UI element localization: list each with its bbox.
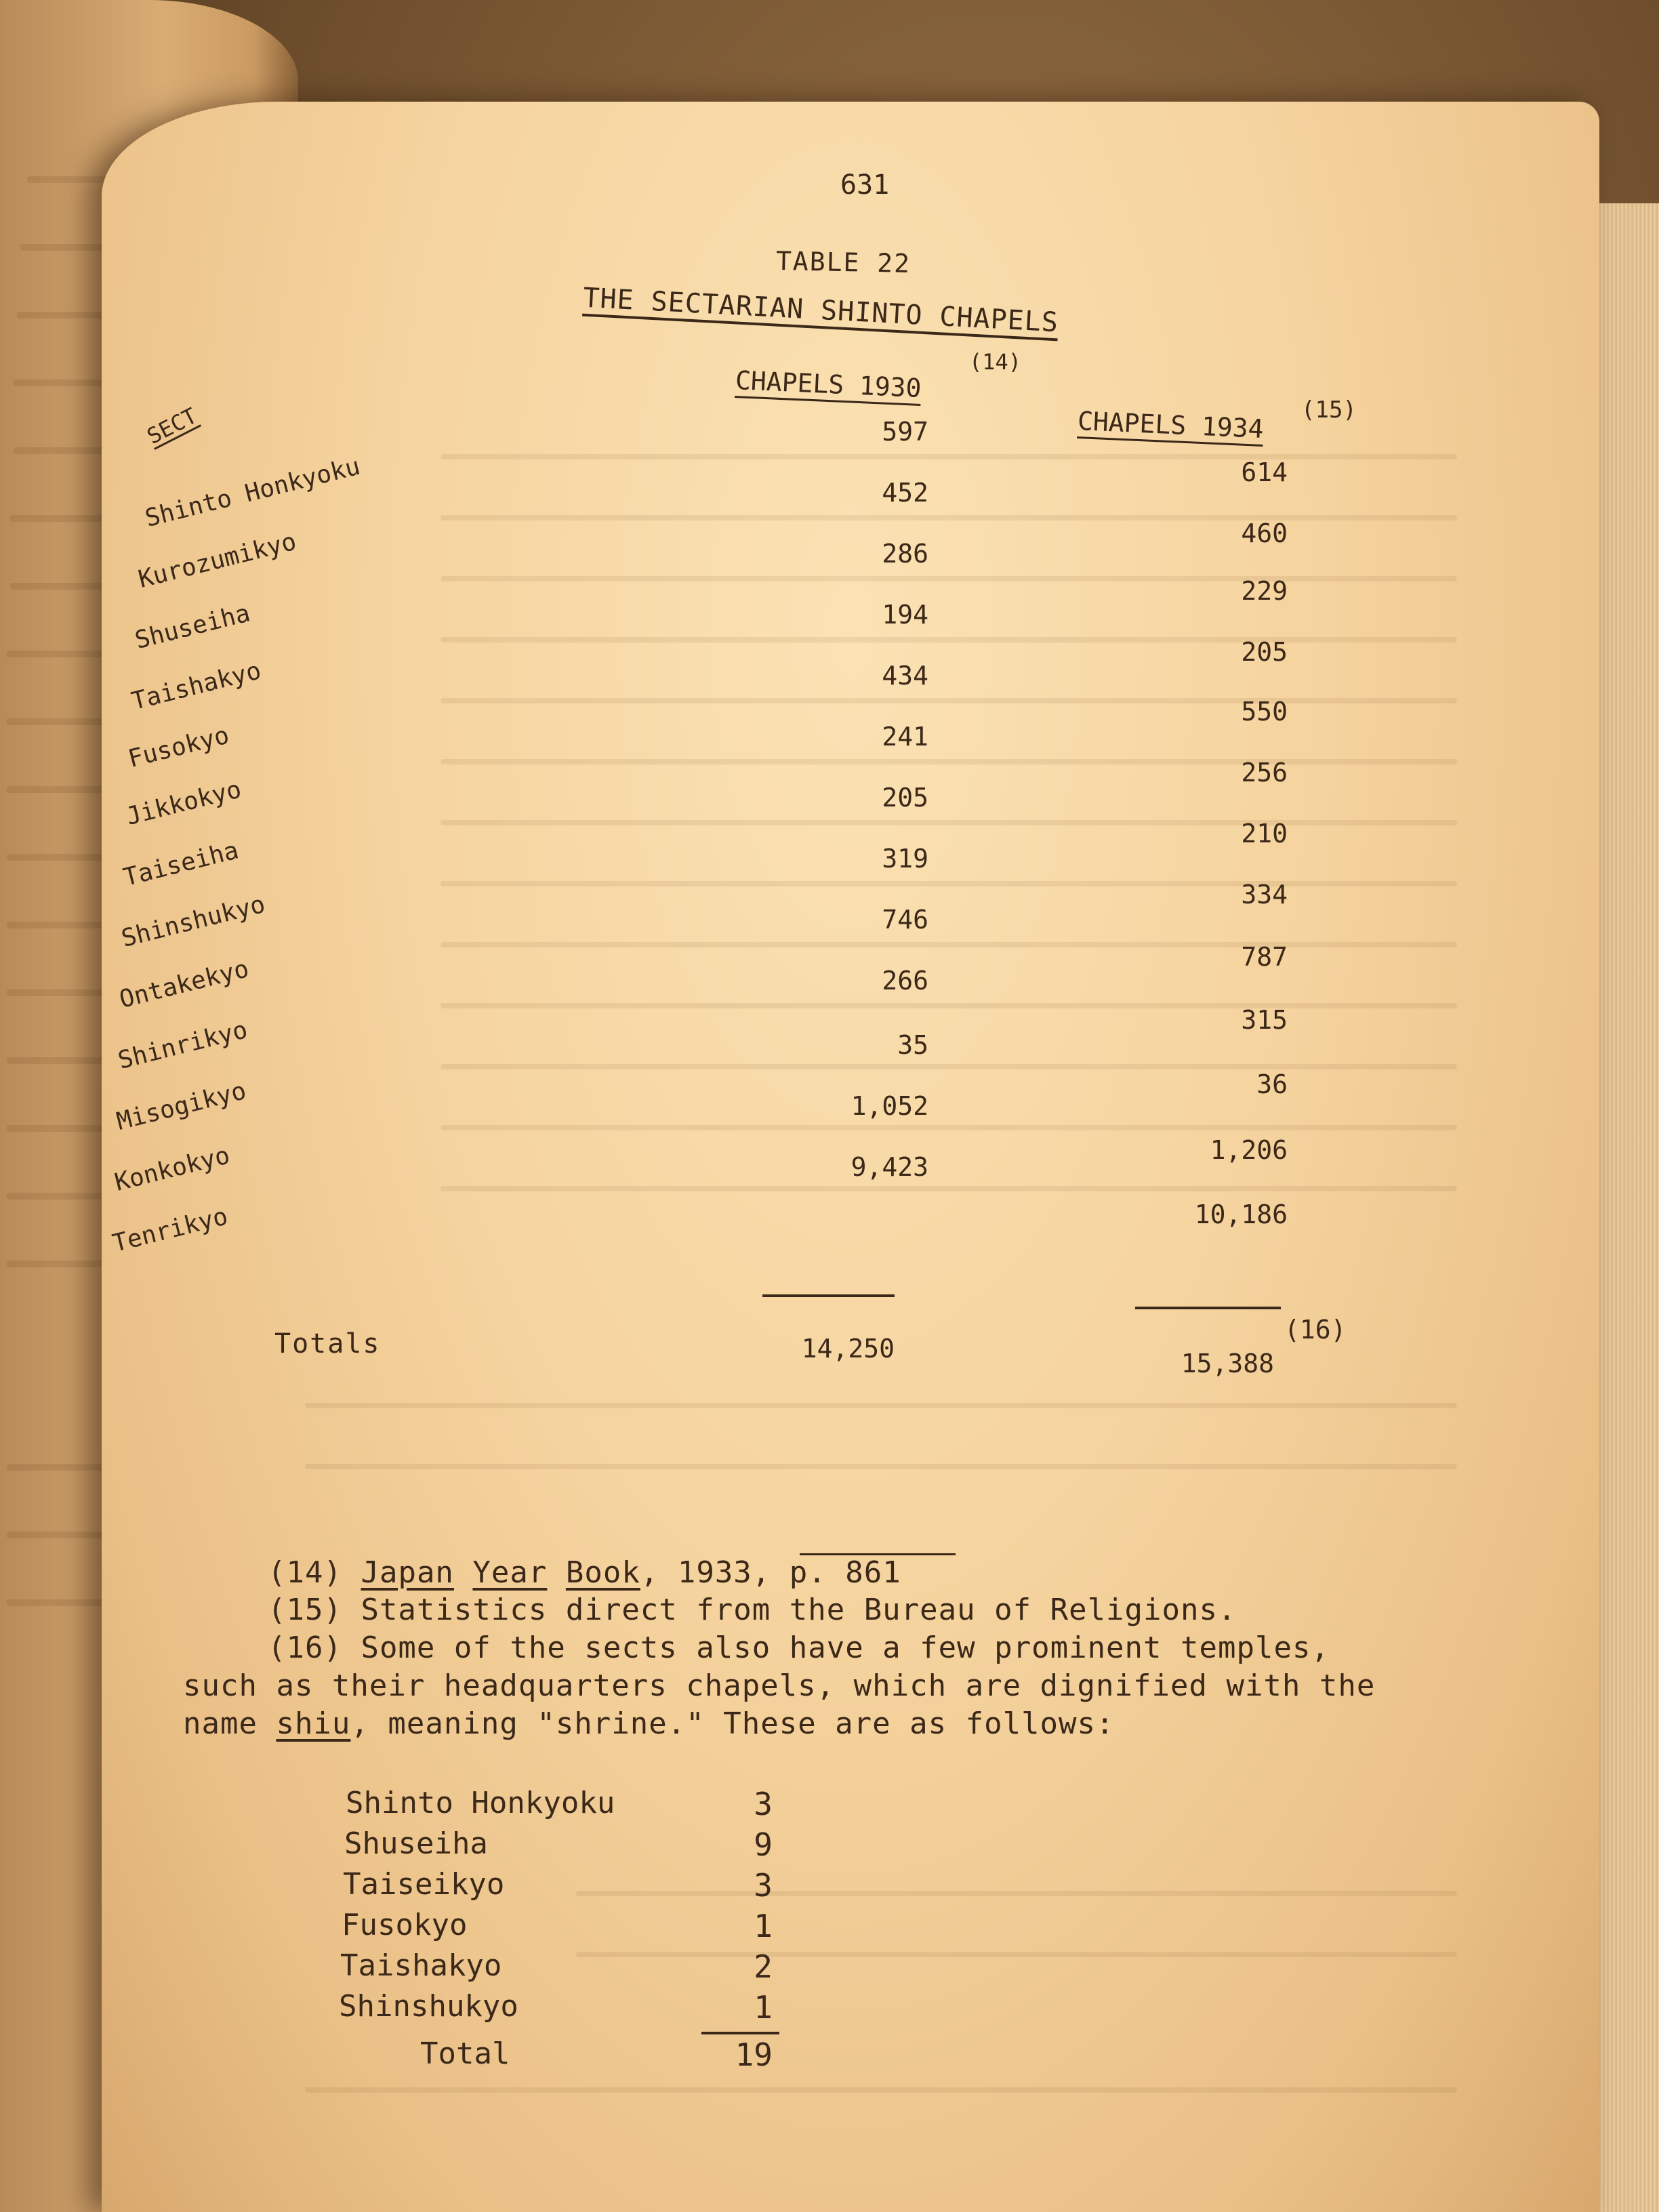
- table-row-1930: 35: [897, 1030, 928, 1060]
- footnote-14: [268, 1555, 901, 1590]
- table-row-sect: Taishakyo: [129, 657, 264, 716]
- table-row-sect: Shinshukyo: [119, 890, 268, 953]
- footnote-16-line-3-end: , meaning "shrine." These are as follows:: [350, 1706, 1115, 1741]
- column-header-sect: SECT: [142, 403, 201, 449]
- table-row-sect: Jikkokyo: [123, 775, 245, 831]
- shrine-list-name: Fusokyo: [342, 1908, 468, 1942]
- shrine-list-count: 3: [754, 1867, 773, 1904]
- shrine-list-name: Taiseikyo: [343, 1867, 505, 1902]
- shrine-total-value: 19: [735, 2036, 773, 2073]
- title-footnote-marker: (14): [969, 349, 1022, 375]
- table-row-1930: 434: [882, 661, 928, 691]
- shrine-list-count: 3: [754, 1786, 773, 1822]
- table-row-1930: 286: [882, 539, 928, 569]
- table-row-1934: 36: [1256, 1069, 1288, 1099]
- column-header-1930: CHAPELS 1930: [735, 365, 922, 403]
- footnote-16-line-3: [183, 1706, 1115, 1741]
- total-rule-1930: [762, 1294, 895, 1297]
- footnote-14-source-japan: Japan: [361, 1555, 454, 1590]
- table-row-1934: 10,186: [1194, 1200, 1288, 1229]
- table-row-1930: 9,423: [851, 1152, 928, 1182]
- page-number: 631: [840, 169, 890, 201]
- shrine-list-count: 2: [754, 1948, 773, 1985]
- shrine-list-count: 1: [754, 1989, 773, 2026]
- shrine-list-name: Shinto Honkyoku: [346, 1786, 615, 1820]
- shrine-total-rule: [701, 2032, 779, 2034]
- table-row-sect: Misogikyo: [114, 1077, 249, 1136]
- footnote-14-citation: , 1933, p. 861: [640, 1555, 901, 1590]
- total-1930: 14,250: [801, 1334, 895, 1364]
- footnote-16-line-1: (16) Some of the sects also have a few prominent temples,: [268, 1631, 1330, 1665]
- table-row-1934: 787: [1241, 942, 1288, 972]
- footnote-rule: [800, 1553, 956, 1555]
- table-row-1934: 1,206: [1210, 1135, 1288, 1165]
- footnote-14-source-book: Book: [565, 1555, 640, 1590]
- table-label: TABLE 22: [775, 245, 912, 279]
- table-row-sect: Kurozumikyo: [136, 527, 300, 594]
- table-row-sect: Shinto Honkyoku: [142, 452, 363, 533]
- column-header-1934: CHAPELS 1934: [1077, 406, 1265, 444]
- footnote-14-number: (14): [268, 1555, 342, 1590]
- footnote-16-shiu: shiu: [276, 1706, 351, 1741]
- table-row-sect: Fusokyo: [125, 721, 232, 773]
- table-row-1934: 256: [1241, 758, 1288, 787]
- shrine-total-label: Total: [420, 2036, 510, 2071]
- table-row-1934: 614: [1241, 457, 1288, 487]
- table-row-1934: 229: [1241, 576, 1288, 606]
- table-title: THE SECTARIAN SHINTO CHAPELS: [582, 282, 1060, 339]
- table-row-1930: 1,052: [851, 1091, 928, 1121]
- table-row-sect: Ontakekyo: [117, 955, 252, 1014]
- shrine-list-name: Taishakyo: [340, 1948, 502, 1983]
- table-row-1930: 266: [882, 966, 928, 996]
- table-row-1930: 597: [882, 417, 928, 447]
- table-row-1934: 334: [1241, 880, 1288, 909]
- shrine-list-name: Shuseiha: [344, 1826, 488, 1861]
- footnote-16-line-2: such as their headquarters chapels, which are dignified with the: [183, 1668, 1376, 1703]
- table-row-1934: 205: [1241, 637, 1288, 667]
- table-row-1934: 210: [1241, 819, 1288, 848]
- table-row-1930: 194: [882, 600, 928, 630]
- table-row-1930: 205: [882, 783, 928, 813]
- shrine-list-count: 1: [754, 1908, 773, 1944]
- total-footnote-marker: (16): [1284, 1315, 1347, 1345]
- total-rule-1934: [1135, 1307, 1281, 1309]
- table-row-1930: 241: [882, 722, 928, 752]
- column-1934-footnote-marker: (15): [1301, 396, 1357, 424]
- table-row-1934: 550: [1241, 697, 1288, 726]
- table-row-1930: 319: [882, 844, 928, 874]
- total-1934: 15,388: [1181, 1349, 1274, 1378]
- table-row-1934: 315: [1241, 1005, 1288, 1035]
- document-page: [102, 102, 1599, 2212]
- table-row-sect: Tenrikyo: [110, 1202, 231, 1258]
- shrine-list-count: 9: [754, 1826, 773, 1863]
- table-row-sect: Shinrikyo: [115, 1016, 251, 1075]
- footnote-16-line-3-start: name: [183, 1706, 276, 1741]
- table-row-1930: 746: [882, 905, 928, 935]
- footnote-14-source-year: Year: [472, 1555, 548, 1590]
- table-row-sect: Shuseiha: [132, 599, 253, 655]
- footnote-15: (15) Statistics direct from the Bureau of Religions.: [268, 1593, 1237, 1627]
- shrine-list-name: Shinshukyo: [339, 1989, 518, 2024]
- table-row-sect: Taiseiha: [121, 836, 242, 892]
- table-row-1934: 460: [1241, 518, 1288, 548]
- table-row-1930: 452: [882, 478, 928, 508]
- totals-label: Totals: [274, 1328, 381, 1359]
- table-row-sect: Konkokyo: [112, 1141, 233, 1197]
